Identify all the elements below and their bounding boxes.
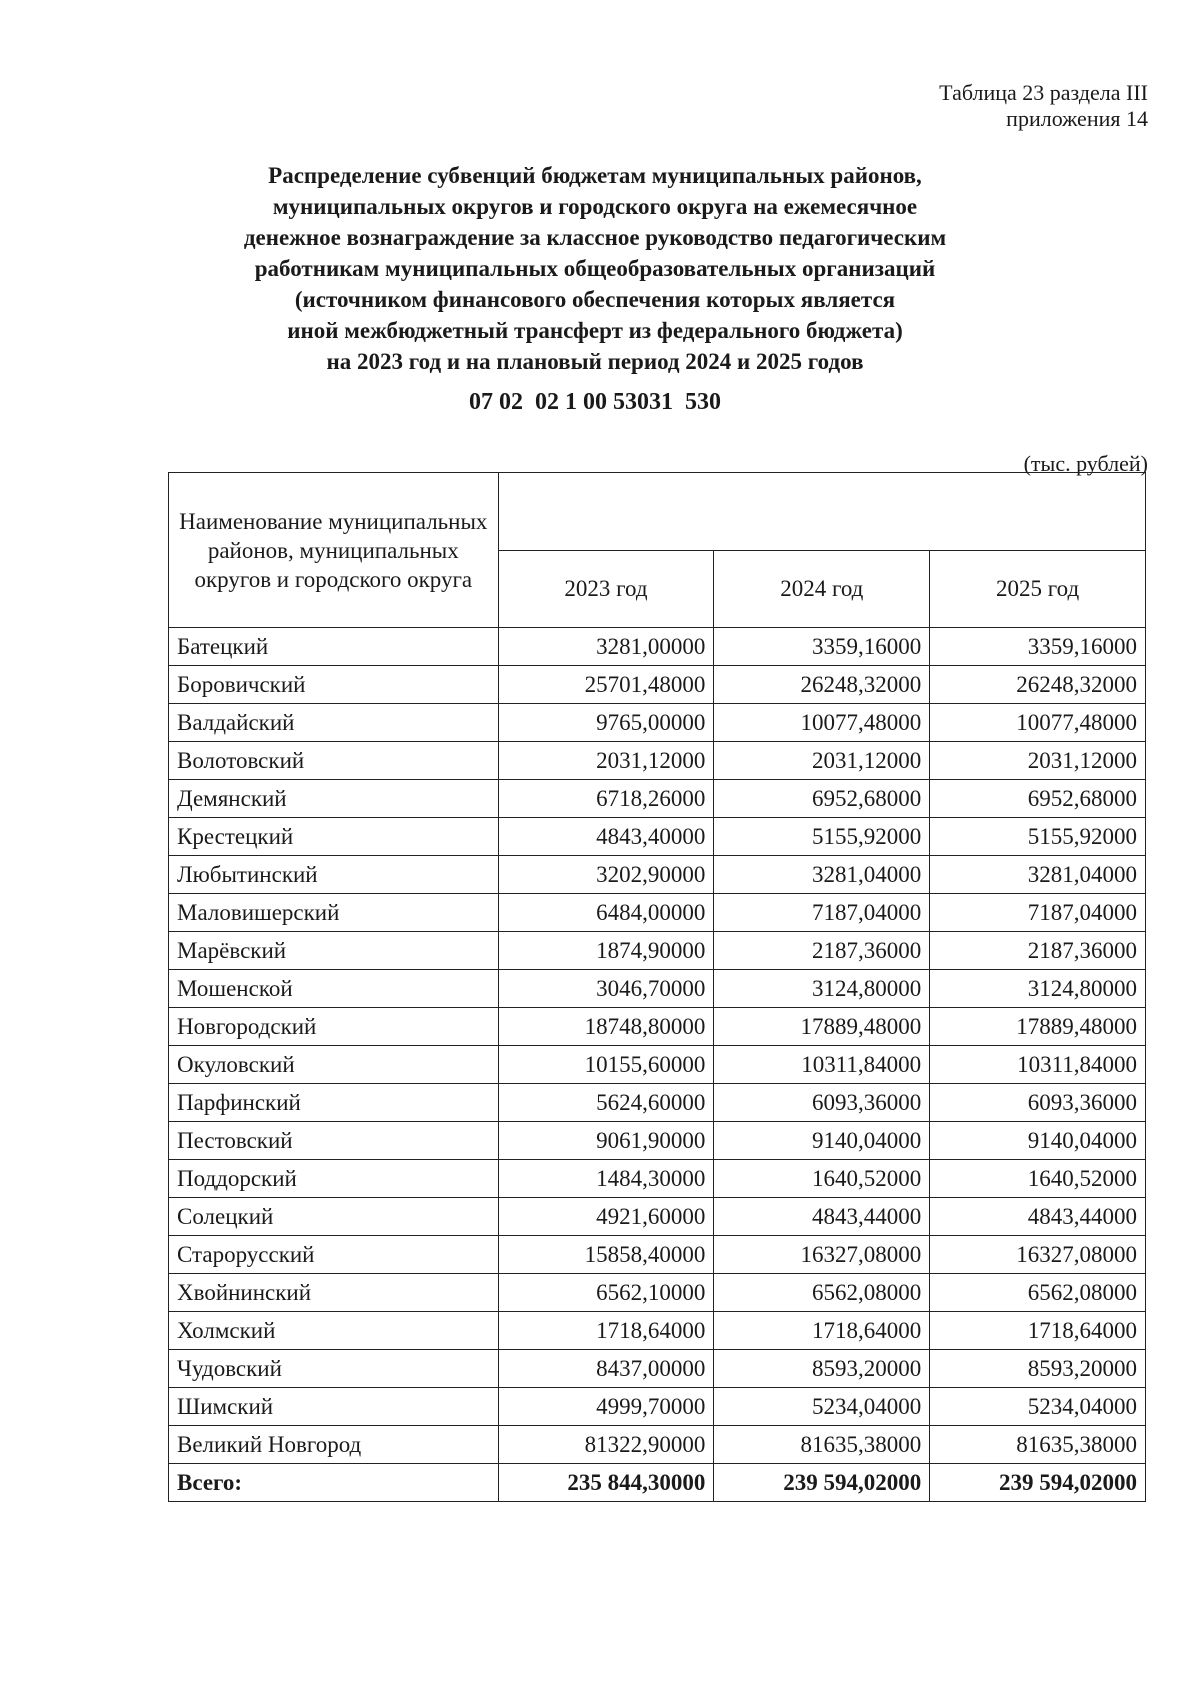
row-value-2023: 2031,12000 bbox=[498, 742, 714, 780]
row-name-cell: Холмский bbox=[169, 1312, 499, 1350]
title-line: (источником финансового обеспечения которых является bbox=[294, 287, 896, 312]
title-line: денежное вознаграждение за классное руководство педагогическим bbox=[243, 225, 947, 250]
row-value-2025: 5234,04000 bbox=[930, 1388, 1146, 1426]
row-value-2025: 2031,12000 bbox=[930, 742, 1146, 780]
row-name-cell: Боровичский bbox=[169, 666, 499, 704]
row-value-2023: 15858,40000 bbox=[498, 1236, 714, 1274]
title-line: работникам муниципальных общеобразовательных организаций bbox=[254, 256, 936, 281]
row-value-2025: 5155,92000 bbox=[930, 818, 1146, 856]
row-value-2024: 6093,36000 bbox=[714, 1084, 930, 1122]
row-value-2024: 10077,48000 bbox=[714, 704, 930, 742]
row-value-2023: 8437,00000 bbox=[498, 1350, 714, 1388]
row-value-2025: 6952,68000 bbox=[930, 780, 1146, 818]
table-row bbox=[169, 932, 1146, 970]
row-name-cell: Хвойнинский bbox=[169, 1274, 499, 1312]
row-value-2023: 3202,90000 bbox=[498, 856, 714, 894]
row-value-2024: 2031,12000 bbox=[714, 742, 930, 780]
title-line: иной межбюджетный трансферт из федерального бюджета) bbox=[287, 318, 903, 343]
row-value-2025: 81635,38000 bbox=[930, 1426, 1146, 1464]
row-value-2025: 17889,48000 bbox=[930, 1008, 1146, 1046]
row-value-2023: 9765,00000 bbox=[498, 704, 714, 742]
table-row bbox=[169, 856, 1146, 894]
row-value-2024: 26248,32000 bbox=[714, 666, 930, 704]
row-value-2024: 4843,44000 bbox=[714, 1198, 930, 1236]
table-row bbox=[169, 628, 1146, 666]
row-value-2024: 16327,08000 bbox=[714, 1236, 930, 1274]
row-value-2025: 4843,44000 bbox=[930, 1198, 1146, 1236]
title-line: муниципальных округов и городского округа на ежемесячное bbox=[272, 194, 918, 219]
row-value-2023: 1484,30000 bbox=[498, 1160, 714, 1198]
row-value-2025: 8593,20000 bbox=[930, 1350, 1146, 1388]
row-name-cell: Маловишерский bbox=[169, 894, 499, 932]
row-value-2025: 3124,80000 bbox=[930, 970, 1146, 1008]
row-value-2023: 6718,26000 bbox=[498, 780, 714, 818]
column-header-2024: 2024 год bbox=[714, 550, 930, 628]
row-value-2025: 10077,48000 bbox=[930, 704, 1146, 742]
row-value-2024: 17889,48000 bbox=[714, 1008, 930, 1046]
row-name-cell: Великий Новгород bbox=[169, 1426, 499, 1464]
row-name-cell: Мошенской bbox=[169, 970, 499, 1008]
table-reference bbox=[939, 80, 1148, 132]
total-2025: 239 594,02000 bbox=[930, 1464, 1146, 1502]
row-name-cell: Окуловский bbox=[169, 1046, 499, 1084]
row-value-2025: 6093,36000 bbox=[930, 1084, 1146, 1122]
reference-line-2: приложения 14 bbox=[1006, 106, 1148, 131]
table-row bbox=[169, 970, 1146, 1008]
total-2023: 235 844,30000 bbox=[498, 1464, 714, 1502]
row-value-2023: 10155,60000 bbox=[498, 1046, 714, 1084]
row-value-2024: 9140,04000 bbox=[714, 1122, 930, 1160]
row-value-2024: 1640,52000 bbox=[714, 1160, 930, 1198]
row-value-2024: 7187,04000 bbox=[714, 894, 930, 932]
row-value-2025: 1640,52000 bbox=[930, 1160, 1146, 1198]
row-name-cell: Парфинский bbox=[169, 1084, 499, 1122]
row-value-2023: 6484,00000 bbox=[498, 894, 714, 932]
row-value-2024: 1718,64000 bbox=[714, 1312, 930, 1350]
row-value-2025: 3281,04000 bbox=[930, 856, 1146, 894]
column-header-name: Наименование муниципальных районов, муниципальных округов и городского округа bbox=[169, 473, 499, 628]
column-header-2023: 2023 год bbox=[498, 550, 714, 628]
row-value-2023: 18748,80000 bbox=[498, 1008, 714, 1046]
row-value-2025: 7187,04000 bbox=[930, 894, 1146, 932]
table-row bbox=[169, 1046, 1146, 1084]
row-name-cell: Крестецкий bbox=[169, 818, 499, 856]
row-value-2025: 1718,64000 bbox=[930, 1312, 1146, 1350]
row-value-2024: 6952,68000 bbox=[714, 780, 930, 818]
row-name-cell: Волотовский bbox=[169, 742, 499, 780]
table-row bbox=[169, 704, 1146, 742]
table-row bbox=[169, 818, 1146, 856]
row-value-2023: 1874,90000 bbox=[498, 932, 714, 970]
row-value-2024: 6562,08000 bbox=[714, 1274, 930, 1312]
row-name-cell: Чудовский bbox=[169, 1350, 499, 1388]
row-name-cell: Старорусский bbox=[169, 1236, 499, 1274]
table-row bbox=[169, 1160, 1146, 1198]
row-value-2023: 4921,60000 bbox=[498, 1198, 714, 1236]
row-name-cell: Поддорский bbox=[169, 1160, 499, 1198]
row-value-2025: 26248,32000 bbox=[930, 666, 1146, 704]
table-row bbox=[169, 742, 1146, 780]
units-label: (тыс. рублей) bbox=[1023, 451, 1148, 476]
table-row bbox=[169, 1312, 1146, 1350]
row-value-2023: 81322,90000 bbox=[498, 1426, 714, 1464]
row-value-2025: 3359,16000 bbox=[930, 628, 1146, 666]
row-name-cell: Батецкий bbox=[169, 628, 499, 666]
table-row bbox=[169, 1084, 1146, 1122]
row-name-cell: Пестовский bbox=[169, 1122, 499, 1160]
row-value-2023: 3046,70000 bbox=[498, 970, 714, 1008]
row-name-cell: Марёвский bbox=[169, 932, 499, 970]
row-value-2025: 16327,08000 bbox=[930, 1236, 1146, 1274]
row-value-2023: 6562,10000 bbox=[498, 1274, 714, 1312]
table-row bbox=[169, 666, 1146, 704]
column-header-group bbox=[498, 473, 1145, 551]
row-value-2025: 9140,04000 bbox=[930, 1122, 1146, 1160]
reference-line-1: Таблица 23 раздела III bbox=[939, 80, 1148, 105]
row-name-cell: Демянский bbox=[169, 780, 499, 818]
row-value-2023: 1718,64000 bbox=[498, 1312, 714, 1350]
row-name-cell: Солецкий bbox=[169, 1198, 499, 1236]
table-row bbox=[169, 1388, 1146, 1426]
title-line: Распределение субвенций бюджетам муниципальных районов, bbox=[268, 163, 922, 188]
row-value-2024: 2187,36000 bbox=[714, 932, 930, 970]
total-row bbox=[169, 1464, 1146, 1502]
table-row bbox=[169, 1236, 1146, 1274]
row-value-2024: 5234,04000 bbox=[714, 1388, 930, 1426]
row-value-2023: 25701,48000 bbox=[498, 666, 714, 704]
table-body bbox=[169, 628, 1146, 1502]
table-row bbox=[169, 780, 1146, 818]
row-name-cell: Шимский bbox=[169, 1388, 499, 1426]
title-line: на 2023 год и на плановый период 2024 и 2025 годов bbox=[326, 349, 864, 374]
row-value-2023: 5624,60000 bbox=[498, 1084, 714, 1122]
row-value-2024: 81635,38000 bbox=[714, 1426, 930, 1464]
row-value-2025: 2187,36000 bbox=[930, 932, 1146, 970]
total-2024: 239 594,02000 bbox=[714, 1464, 930, 1502]
table-row bbox=[169, 1122, 1146, 1160]
row-value-2025: 10311,84000 bbox=[930, 1046, 1146, 1084]
row-value-2024: 3124,80000 bbox=[714, 970, 930, 1008]
row-value-2024: 8593,20000 bbox=[714, 1350, 930, 1388]
row-value-2024: 10311,84000 bbox=[714, 1046, 930, 1084]
row-value-2023: 4843,40000 bbox=[498, 818, 714, 856]
document-title bbox=[160, 160, 1030, 418]
row-value-2024: 3359,16000 bbox=[714, 628, 930, 666]
row-value-2024: 3281,04000 bbox=[714, 856, 930, 894]
row-value-2023: 4999,70000 bbox=[498, 1388, 714, 1426]
row-value-2023: 9061,90000 bbox=[498, 1122, 714, 1160]
row-value-2024: 5155,92000 bbox=[714, 818, 930, 856]
table-row bbox=[169, 1198, 1146, 1236]
table-row bbox=[169, 1008, 1146, 1046]
column-header-2025: 2025 год bbox=[930, 550, 1146, 628]
row-name-cell: Новгородский bbox=[169, 1008, 499, 1046]
row-value-2023: 3281,00000 bbox=[498, 628, 714, 666]
subvention-table bbox=[168, 472, 1146, 1502]
budget-code: 07 02 02 1 00 53031 530 bbox=[469, 389, 721, 415]
table-row bbox=[169, 1274, 1146, 1312]
total-label: Всего: bbox=[169, 1464, 499, 1502]
row-value-2025: 6562,08000 bbox=[930, 1274, 1146, 1312]
table-row bbox=[169, 894, 1146, 932]
row-name-cell: Любытинский bbox=[169, 856, 499, 894]
table-row bbox=[169, 1426, 1146, 1464]
row-name-cell: Валдайский bbox=[169, 704, 499, 742]
table-row bbox=[169, 1350, 1146, 1388]
